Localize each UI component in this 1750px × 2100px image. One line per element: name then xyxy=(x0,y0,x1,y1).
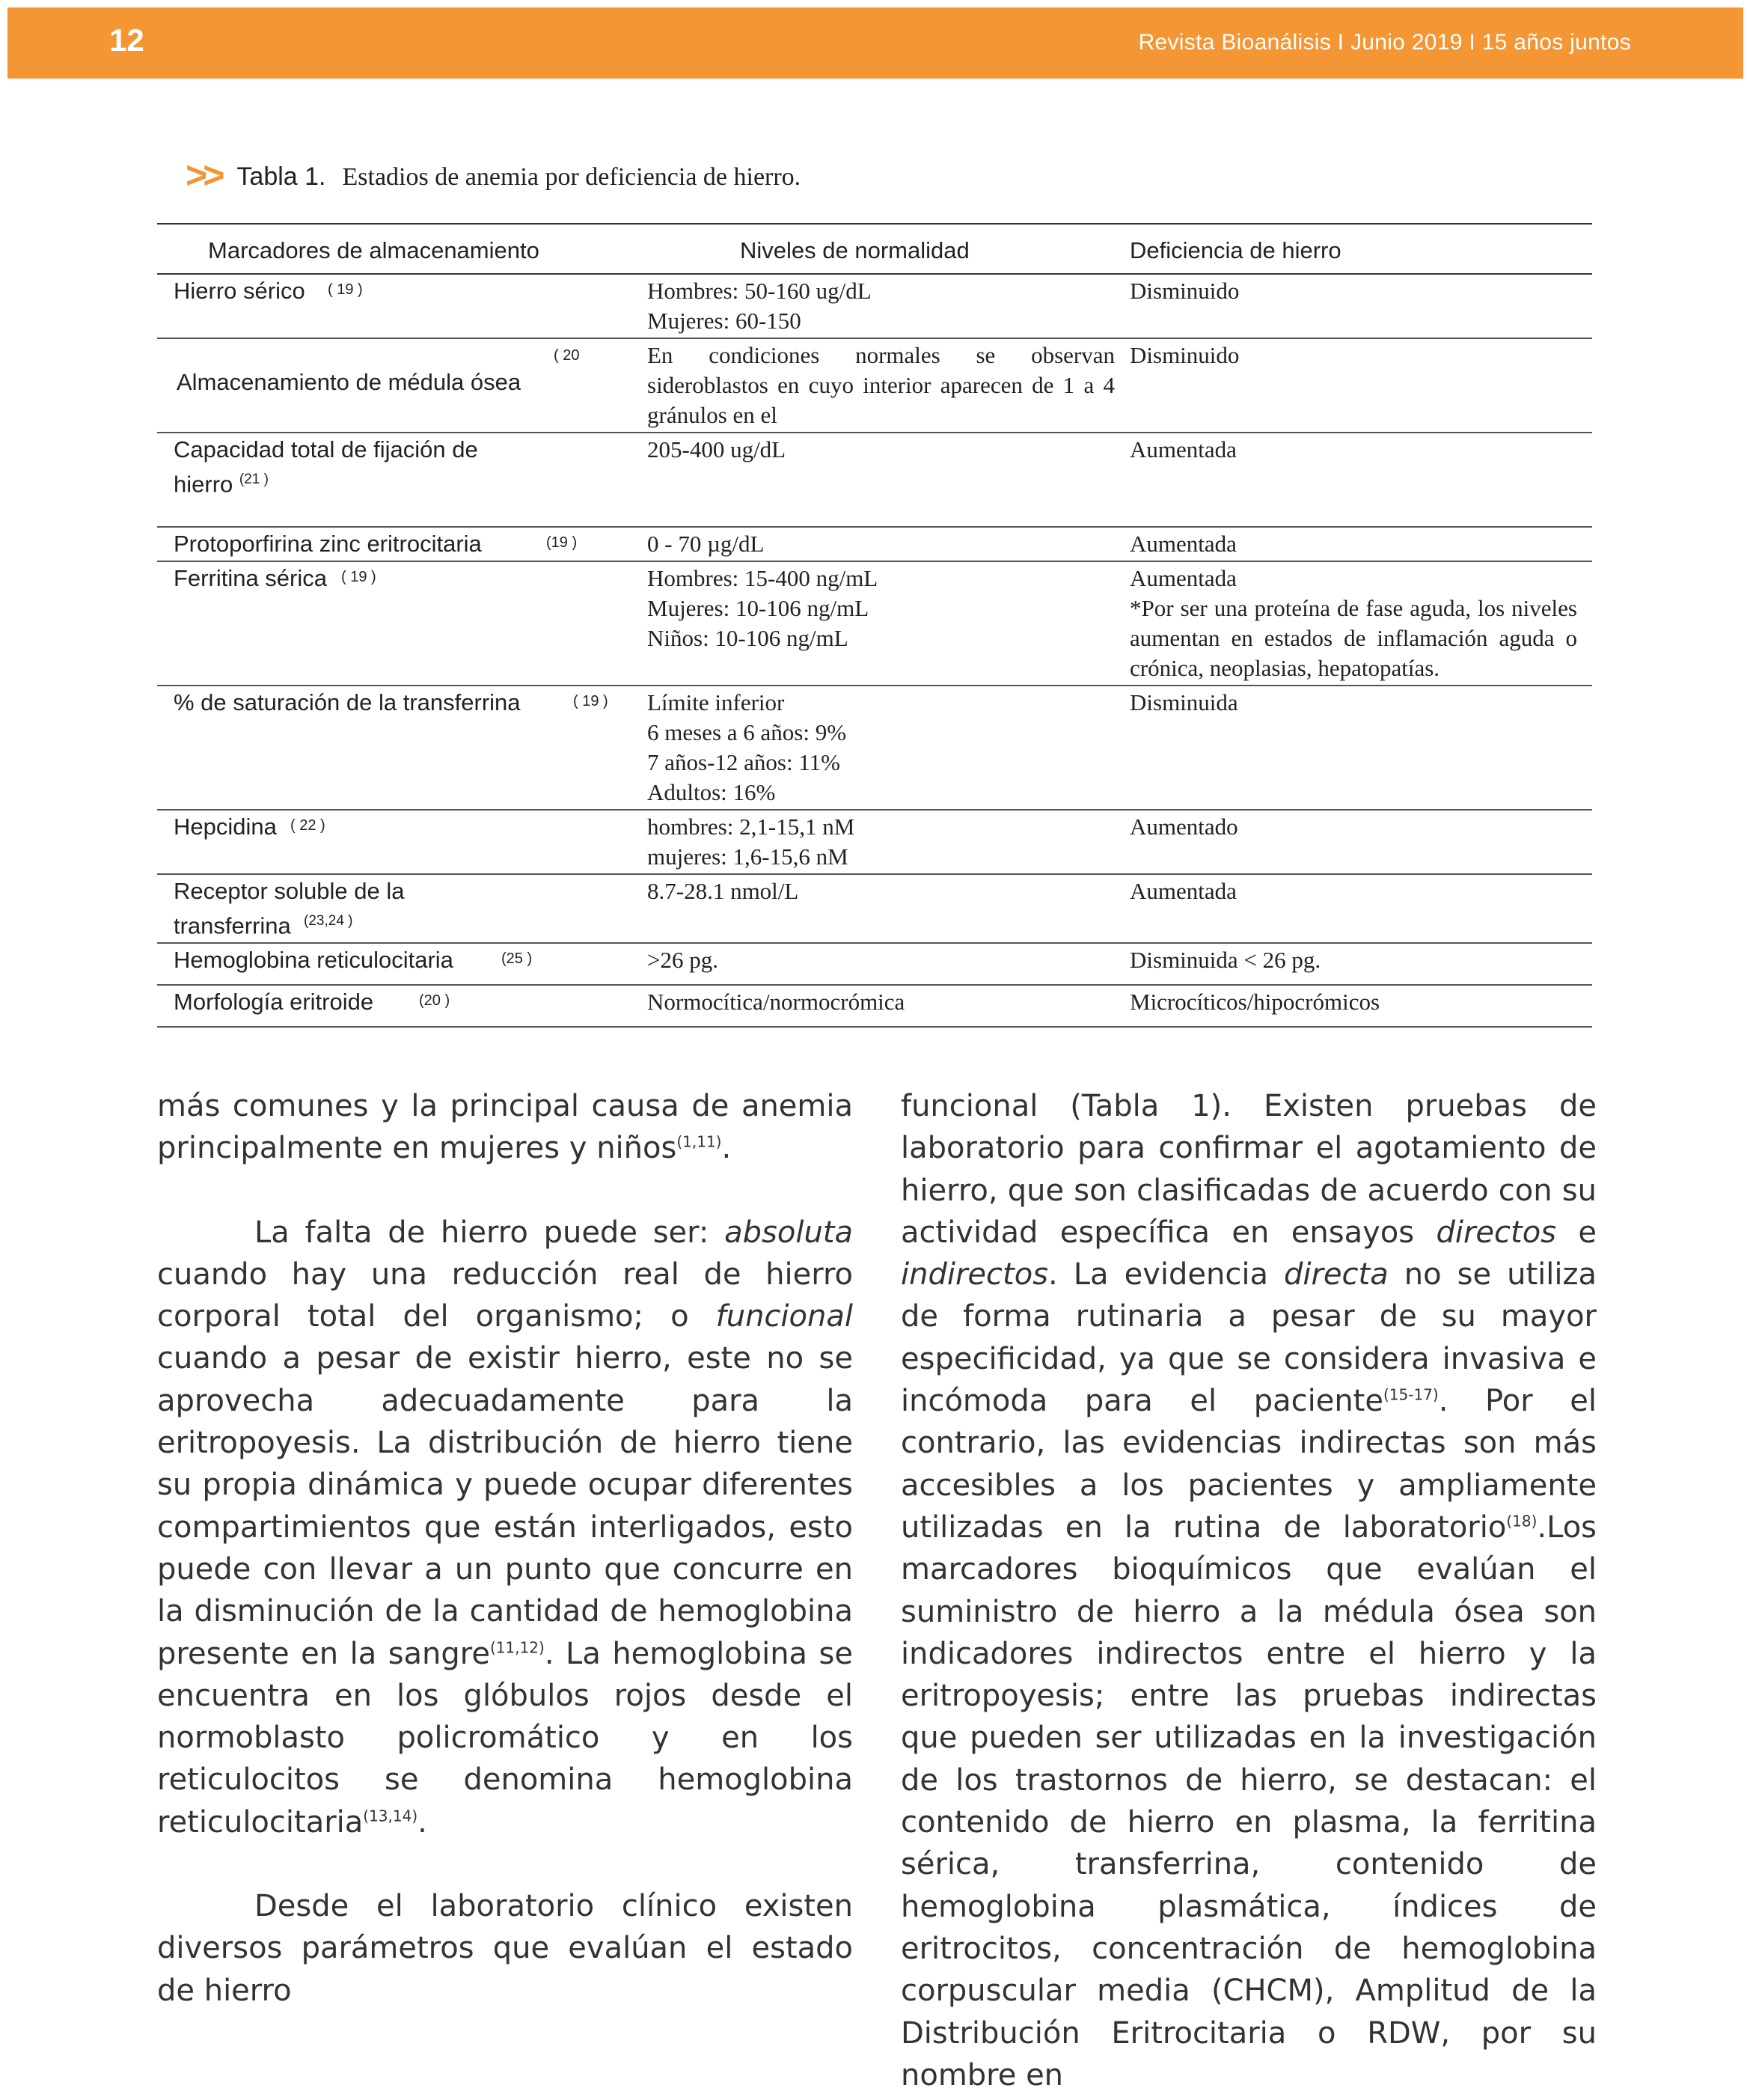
table-row xyxy=(157,433,1592,527)
table-row xyxy=(157,338,1592,433)
deficiency-cell: Aumentada xyxy=(1130,527,1592,561)
reference-number: ( 19 ) xyxy=(328,281,363,298)
reference-number: (19 ) xyxy=(546,534,578,551)
citation: (15-17) xyxy=(1383,1385,1439,1404)
marker-cell: Morfología eritroide (20 ) xyxy=(157,985,647,1027)
normal-cell: 0 - 70 µg/dL xyxy=(647,527,1130,561)
normal-cell: hombres: 2,1-15,1 nM mujeres: 1,6-15,6 nM xyxy=(647,810,1130,874)
table-header-row xyxy=(157,224,1592,274)
double-chevron-icon: >> xyxy=(186,154,221,196)
normal-cell: >26 pg. xyxy=(647,943,1130,985)
table-label: Tabla 1. xyxy=(236,162,326,191)
table-row xyxy=(157,686,1592,810)
table-row xyxy=(157,810,1592,874)
marker-cell: Ferritina sérica ( 19 ) xyxy=(157,561,647,686)
deficiency-cell: Microcíticos/hipocrómicos xyxy=(1130,985,1592,1027)
reference-number: (21 ) xyxy=(239,471,269,487)
normal-cell: Límite inferior 6 meses a 6 años: 9% 7 años-12 años: 11% Adultos: 16% xyxy=(647,686,1130,810)
column-header-normal: Niveles de normalidad xyxy=(647,224,1130,274)
deficiency-cell: Disminuida xyxy=(1130,686,1592,810)
deficiency-cell: Aumentada *Por ser una proteína de fase aguda, los niveles aumentan en estados de inflamación aguda o crónica, neoplasias, hepatopatías. xyxy=(1130,561,1592,686)
reference-number: (20 ) xyxy=(419,992,450,1010)
marker-cell: % de saturación de la transferrina ( 19 ) xyxy=(157,686,647,810)
reference-number: ( 22 ) xyxy=(290,817,325,834)
table-row xyxy=(157,274,1592,338)
reference-number: ( 19 ) xyxy=(341,569,376,585)
running-head: Revista Bioanálisis I Junio 2019 I 15 años juntos xyxy=(1138,30,1631,55)
paragraph: Desde el laboratorio clínico existen diversos parámetros que evalúan el estado de hierro xyxy=(157,1889,853,2008)
marker-cell: Receptor soluble de la transferrina $^{(23,24 )}$ xyxy=(157,874,647,943)
column-header-markers: Marcadores de almacenamiento xyxy=(157,224,647,274)
normal-cell: 205-400 ug/dL xyxy=(647,433,1130,527)
reference-number: (25 ) xyxy=(501,950,533,968)
table-row xyxy=(157,561,1592,686)
normal-cell: 8.7-28.1 nmol/L xyxy=(647,874,1130,943)
marker-cell: Hemoglobina reticulocitaria (25 ) xyxy=(157,943,647,985)
right-text-column xyxy=(901,1085,1597,2096)
citation: (13,14) xyxy=(363,1807,418,1825)
reference-number: ( 20 xyxy=(554,347,580,364)
iron-deficiency-table xyxy=(157,223,1592,1028)
citation: (1,11) xyxy=(676,1132,722,1151)
marker-cell: Hepcidina ( 22 ) xyxy=(157,810,647,874)
deficiency-cell: Disminuido xyxy=(1130,338,1592,433)
normal-cell: Hombres: 15-400 ng/mL Mujeres: 10-106 ng/mL Niños: 10-106 ng/mL xyxy=(647,561,1130,686)
table-row xyxy=(157,943,1592,985)
marker-cell: Almacenamiento de médula ósea ( 20 xyxy=(157,338,647,433)
deficiency-cell: Disminuido xyxy=(1130,274,1592,338)
deficiency-cell: Aumentado xyxy=(1130,810,1592,874)
normal-cell: Hombres: 50-160 ug/dL Mujeres: 60-150 xyxy=(647,274,1130,338)
normal-cell: Normocítica/normocrómica xyxy=(647,985,1130,1027)
page-number: 12 xyxy=(109,22,144,58)
page-header-bar xyxy=(7,7,1743,79)
normal-cell: En condiciones normales se observan sideroblastos en cuyo interior aparecen de 1 a 4 gránulos en el xyxy=(647,338,1130,433)
paragraph: La falta de hierro puede ser: absoluta cuando hay una reducción real de hierro corporal total del organismo; o funcional cuando a pesar de existir hierro, este no se aprovecha adecuadamente para la eritropoyesis. La distribución de hierro tiene su propia dinámica y puede ocupar diferentes compartimientos que están interligados, esto puede con llevar a un punto que concurre en la disminución de la cantidad de hemoglobina presente en la sangre$^{(11,12)}$. La hemoglobina se encuentra en los glóbulos rojos desde el normoblasto policromático y en los reticulocitos se denomina hemoglobina reticulocitaria$^{(13,14)}$. xyxy=(157,1215,853,1840)
column-header-deficiency: Deficiencia de hierro xyxy=(1130,224,1592,274)
marker-cell: Capacidad total de fijación de hierro $^{(21 )}$ xyxy=(157,433,647,527)
reference-number: ( 19 ) xyxy=(573,693,608,709)
paragraph: funcional (Tabla 1). Existen pruebas de laboratorio para confirmar el agotamiento de hierro, que son clasificadas de acuerdo con su actividad específica en ensayos directos e indirectos. La evidencia directa no se utiliza de forma rutinaria a pesar de su mayor especificidad, ya que se considera invasiva e incómoda para el paciente$^{(15-17)}$. Por el contrario, las evidencias indirectas son más accesibles a los pacientes y ampliamente utilizadas en la rutina de laboratorio$^{(18)}$.Los marcadores bioquímicos que evalúan el suministro de hierro a la médula ósea son indicadores indirectos entre el hierro y la eritropoyesis; entre las pruebas indirectas que pueden ser utilizadas en la investigación de los trastornos de hierro, se destacan: el contenido de hierro en plasma, la ferritina sérica, transferrina, contenido de hemoglobina plasmática, índices de eritrocitos, concentración de hemoglobina corpuscular media (CHCM), Amplitud de la Distribución Eritrocitaria o RDW, por su nombre en xyxy=(901,1089,1597,2093)
paragraph: más comunes y la principal causa de anemia principalmente en mujeres y niños$^{(1,11)}$. xyxy=(157,1089,853,1166)
deficiency-cell: Aumentada xyxy=(1130,874,1592,943)
deficiency-cell: Disminuida < 26 pg. xyxy=(1130,943,1592,985)
reference-number: (23,24 ) xyxy=(304,913,353,929)
marker-cell: Hierro sérico ( 19 ) xyxy=(157,274,647,338)
table-title: Estadios de anemia por deficiencia de hierro. xyxy=(342,163,801,191)
table-row xyxy=(157,874,1592,943)
table-row xyxy=(157,527,1592,561)
marker-cell: Protoporfirina zinc eritrocitaria (19 ) xyxy=(157,527,647,561)
table-row xyxy=(157,985,1592,1027)
left-text-column xyxy=(157,1085,853,2012)
deficiency-cell: Aumentada xyxy=(1130,433,1592,527)
citation: (11,12) xyxy=(489,1638,545,1657)
citation: (18) xyxy=(1506,1512,1538,1530)
table-caption xyxy=(186,153,801,197)
